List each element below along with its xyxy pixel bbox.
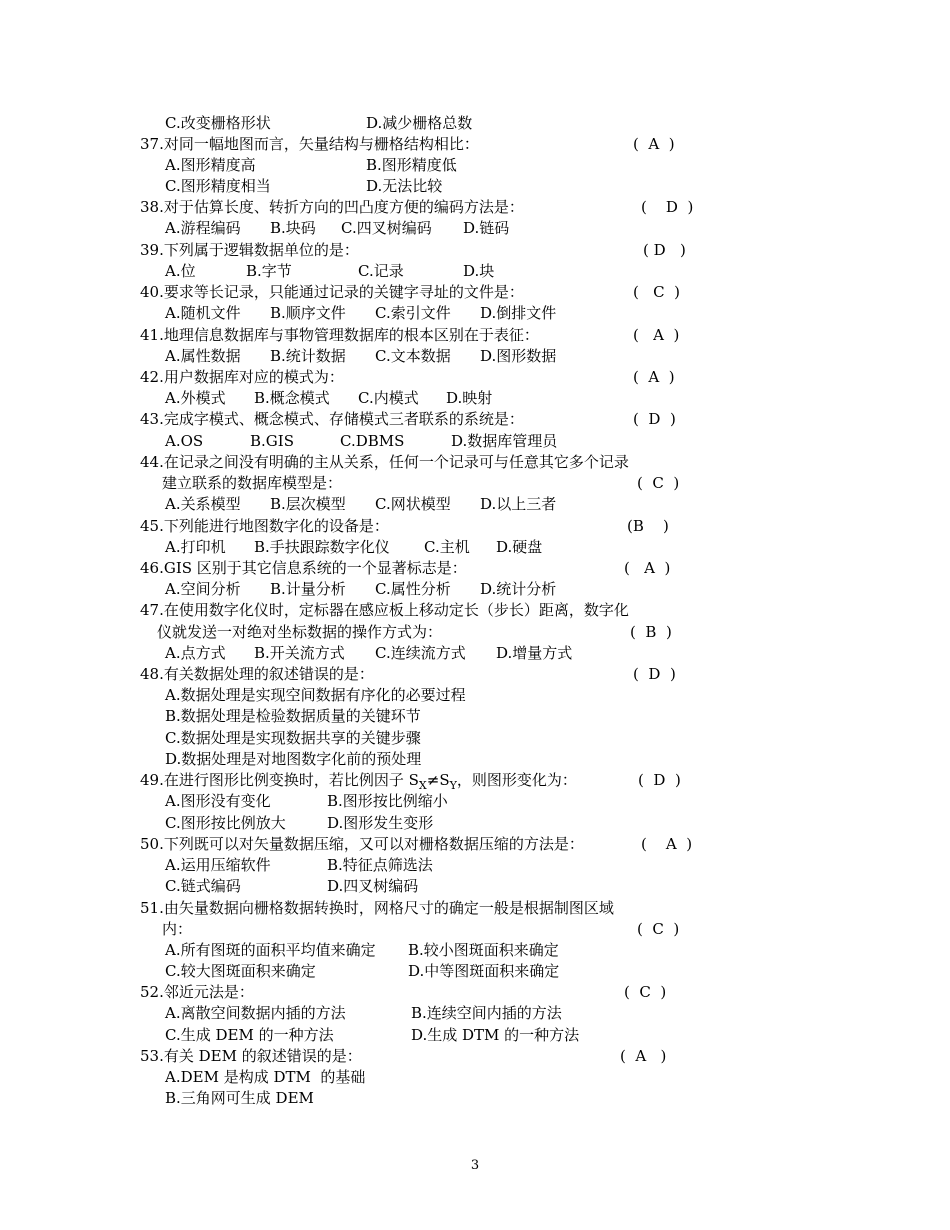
q51-option-d: D.中等图斑面积来确定: [408, 962, 560, 980]
q43-option-c: C.DBMS: [340, 432, 405, 450]
page-number: 3: [470, 1158, 480, 1173]
q49-stem-suffix: ，则图形变化为：: [456, 771, 577, 789]
q37-answer: ( A ): [633, 135, 675, 153]
q43-option-a: A.OS: [165, 432, 204, 450]
q51-option-b: B.较小图斑面积来确定: [408, 941, 559, 959]
q49-not-equal: ≠S: [426, 771, 450, 789]
q51-stem-line-2: 内：: [162, 920, 193, 938]
q50-option-b: B.特征点筛选法: [327, 856, 433, 874]
q53-stem: 53.有关 DEM 的叙述错误的是：: [140, 1047, 362, 1065]
q37-option-b: B.图形精度低: [366, 156, 457, 174]
q52-option-a: A.离散空间数据内插的方法: [165, 1004, 346, 1022]
q40-option-d: D.倒排文件: [480, 304, 557, 322]
q50-stem: 50.下列既可以对矢量数据压缩，又可以对栅格数据压缩的方法是：: [140, 835, 584, 853]
q40-answer: ( C ): [633, 283, 681, 301]
q36-option-c: C.改变栅格形状: [165, 114, 271, 132]
q38-option-c: C.四叉树编码: [341, 219, 432, 237]
q40-stem: 40.要求等长记录，只能通过记录的关键字寻址的文件是：: [140, 283, 524, 301]
q41-stem: 41.地理信息数据库与事物管理数据库的根本区别在于表征：: [140, 326, 539, 344]
q38-option-a: A.游程编码: [165, 219, 241, 237]
q49-subscript-x: X: [418, 779, 427, 792]
q36-option-d: D.减少栅格总数: [366, 114, 473, 132]
q50-option-c: C.链式编码: [165, 877, 241, 895]
q46-answer: ( A ): [624, 559, 671, 577]
q39-answer: ( D ): [643, 241, 686, 259]
q47-option-d: D.增量方式: [496, 644, 573, 662]
q43-option-d: D.数据库管理员: [451, 432, 558, 450]
q44-stem-line-1: 44.在记录之间没有明确的主从关系，任何一个记录可与任意其它多个记录: [140, 453, 629, 471]
q51-option-a: A.所有图斑的面积平均值来确定: [165, 941, 376, 959]
q42-option-b: B.概念模式: [254, 389, 330, 407]
q41-option-b: B.统计数据: [270, 347, 346, 365]
q47-stem-line-1: 47.在使用数字化仪时，定标器在感应板上移动定长（步长）距离，数字化: [140, 601, 629, 619]
q49-answer: ( D ): [638, 771, 681, 789]
q39-option-c: C.记录: [358, 262, 404, 280]
q41-answer: ( A ): [633, 326, 680, 344]
q47-option-a: A.点方式: [165, 644, 226, 662]
q45-option-c: C.主机: [424, 538, 470, 556]
q44-answer: ( C ): [637, 474, 680, 492]
q47-answer: ( B ): [630, 623, 672, 641]
q46-option-b: B.计量分析: [270, 580, 346, 598]
q45-answer: (B ): [627, 517, 669, 535]
q40-option-c: C.索引文件: [375, 304, 451, 322]
q41-option-d: D.图形数据: [480, 347, 557, 365]
q38-option-b: B.块码: [270, 219, 316, 237]
q43-stem: 43.完成字模式、概念模式、存储模式三者联系的系统是：: [140, 410, 524, 428]
q51-answer: ( C ): [637, 920, 680, 938]
q49-stem: [140, 770, 577, 790]
q49-option-b: B.图形按比例缩小: [327, 792, 448, 810]
q42-option-a: A.外模式: [165, 389, 226, 407]
q52-option-c: C.生成 DEM 的一种方法: [165, 1026, 334, 1044]
q46-option-a: A.空间分析: [165, 580, 241, 598]
q49-stem-prefix: 49.在进行图形比例变换时，若比例因子 S: [140, 771, 419, 789]
q41-option-a: A.属性数据: [165, 347, 241, 365]
q45-option-a: A.打印机: [165, 538, 226, 556]
q45-option-b: B.手扶跟踪数字化仪: [254, 538, 390, 556]
q48-option-c: C.数据处理是实现数据共享的关键步骤: [165, 729, 421, 747]
q49-option-c: C.图形按比例放大: [165, 814, 286, 832]
q52-stem: 52.邻近元法是：: [140, 983, 254, 1001]
q44-option-b: B.层次模型: [270, 495, 346, 513]
q47-stem-line-2: 仪就发送一对绝对坐标数据的操作方式为：: [157, 623, 443, 641]
q46-stem: 46.GIS 区别于其它信息系统的一个显著标志是：: [140, 559, 467, 577]
q42-option-d: D.映射: [446, 389, 493, 407]
q51-stem-line-1: 51.由矢量数据向栅格数据转换时，网格尺寸的确定一般是根据制图区域: [140, 899, 614, 917]
q47-option-b: B.开关流方式: [254, 644, 345, 662]
q48-stem: 48.有关数据处理的叙述错误的是：: [140, 665, 374, 683]
q46-option-c: C.属性分析: [375, 580, 451, 598]
q53-option-a: A.DEM 是构成 DTM 的基础: [165, 1068, 366, 1086]
q40-option-b: B.顺序文件: [270, 304, 346, 322]
q50-option-a: A.运用压缩软件: [165, 856, 271, 874]
q53-option-b: B.三角网可生成 DEM: [165, 1089, 314, 1107]
q37-option-c: C.图形精度相当: [165, 177, 271, 195]
q49-option-d: D.图形发生变形: [327, 814, 434, 832]
q45-stem: 45.下列能进行地图数字化的设备是：: [140, 517, 389, 535]
q38-option-d: D.链码: [463, 219, 510, 237]
q53-answer: ( A ): [620, 1047, 667, 1065]
q42-option-c: C.内模式: [358, 389, 419, 407]
q43-option-b: B.GIS: [250, 432, 294, 450]
q42-answer: ( A ): [633, 368, 675, 386]
q39-option-a: A.位: [165, 262, 196, 280]
q44-stem-line-2: 建立联系的数据库模型是：: [162, 474, 343, 492]
q52-answer: ( C ): [624, 983, 667, 1001]
q39-option-b: B.字节: [246, 262, 292, 280]
q43-answer: ( D ): [633, 410, 676, 428]
q48-option-a: A.数据处理是实现空间数据有序化的必要过程: [165, 686, 466, 704]
q44-option-c: C.网状模型: [375, 495, 451, 513]
q50-answer: ( A ): [641, 835, 693, 853]
q49-subscript-y: Y: [449, 779, 457, 792]
q38-stem: 38.对于估算长度、转折方向的凹凸度方便的编码方法是：: [140, 198, 524, 216]
q39-option-d: D.块: [463, 262, 495, 280]
q52-option-d: D.生成 DTM 的一种方法: [411, 1026, 580, 1044]
q37-stem: 37.对同一幅地图而言，矢量结构与栅格结构相比：: [140, 135, 479, 153]
q45-option-d: D.硬盘: [496, 538, 543, 556]
q49-option-a: A.图形没有变化: [165, 792, 271, 810]
q44-option-a: A.关系模型: [165, 495, 241, 513]
q46-option-d: D.统计分析: [480, 580, 557, 598]
q40-option-a: A.随机文件: [165, 304, 241, 322]
q41-option-c: C.文本数据: [375, 347, 451, 365]
q37-option-d: D.无法比较: [366, 177, 443, 195]
q51-option-c: C.较大图斑面积来确定: [165, 962, 316, 980]
q37-option-a: A.图形精度高: [165, 156, 256, 174]
q38-answer: ( D ): [641, 198, 694, 216]
q47-option-c: C.连续流方式: [375, 644, 466, 662]
q39-stem: 39.下列属于逻辑数据单位的是：: [140, 241, 359, 259]
q42-stem: 42.用户数据库对应的模式为：: [140, 368, 344, 386]
q48-option-d: D.数据处理是对地图数字化前的预处理: [165, 750, 422, 768]
q52-option-b: B.连续空间内插的方法: [411, 1004, 562, 1022]
q48-option-b: B.数据处理是检验数据质量的关键环节: [165, 707, 421, 725]
q50-option-d: D.四叉树编码: [327, 877, 419, 895]
q44-option-d: D.以上三者: [480, 495, 557, 513]
q48-answer: ( D ): [633, 665, 676, 683]
